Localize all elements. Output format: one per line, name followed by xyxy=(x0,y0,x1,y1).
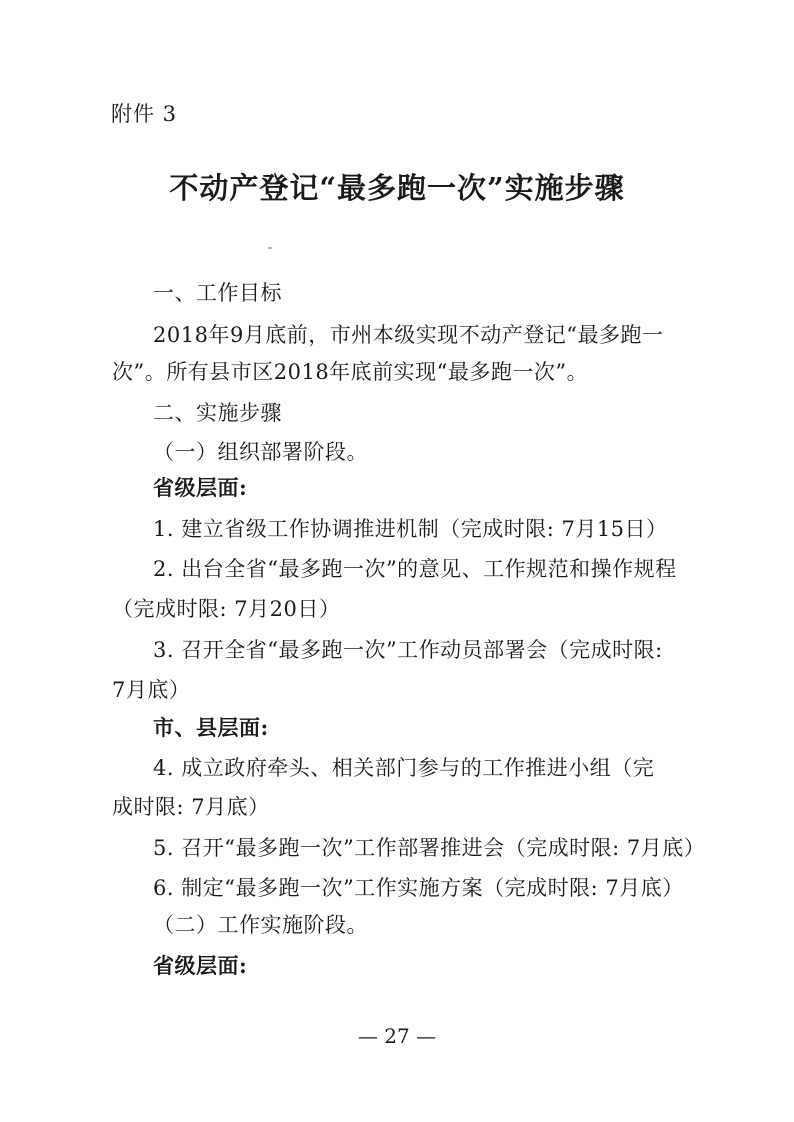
goals-paragraph-line-1: 2018年9月底前，市州本级实现不动产登记“最多跑一 xyxy=(153,323,664,347)
section-heading-steps: 二、实施步骤 xyxy=(153,401,282,425)
page-number: — 27 — xyxy=(357,1024,437,1048)
document-title: 不动产登记“最多跑一次”实施步骤 xyxy=(169,171,625,205)
scan-speck xyxy=(268,247,272,249)
stage-heading-implement: （二）工作实施阶段。 xyxy=(153,913,368,937)
subheading-provincial-level-2: 省级层面: xyxy=(153,953,248,978)
list-item-2-line-1: 2. 出台全省“最多跑一次”的意见、工作规范和操作规程 xyxy=(153,557,677,581)
list-item-2-line-2: （完成时限: 7月20日） xyxy=(112,597,341,621)
goals-paragraph-line-2: 次”。所有县市区2018年底前实现“最多跑一次”。 xyxy=(112,360,589,384)
subheading-city-county-level: 市、县层面: xyxy=(153,715,269,740)
list-item-6: 6. 制定“最多跑一次”工作实施方案（完成时限: 7月底） xyxy=(153,876,684,900)
list-item-3-line-2: 7月底） xyxy=(112,678,191,702)
attachment-label: 附件 3 xyxy=(111,102,178,126)
subheading-provincial-level: 省级层面: xyxy=(153,475,248,500)
list-item-3-line-1: 3. 召开全省“最多跑一次”工作动员部署会（完成时限: xyxy=(153,638,663,662)
list-item-4-line-1: 4. 成立政府牵头、相关部门参与的工作推进小组（完 xyxy=(153,756,655,780)
list-item-5: 5. 召开“最多跑一次”工作部署推进会（完成时限: 7月底） xyxy=(153,836,706,860)
list-item-4-line-2: 成时限: 7月底） xyxy=(112,795,270,819)
list-item-1: 1. 建立省级工作协调推进机制（完成时限: 7月15日） xyxy=(153,517,668,541)
section-heading-goals: 一、工作目标 xyxy=(153,281,282,305)
stage-heading-deploy: （一）组织部署阶段。 xyxy=(153,440,368,464)
